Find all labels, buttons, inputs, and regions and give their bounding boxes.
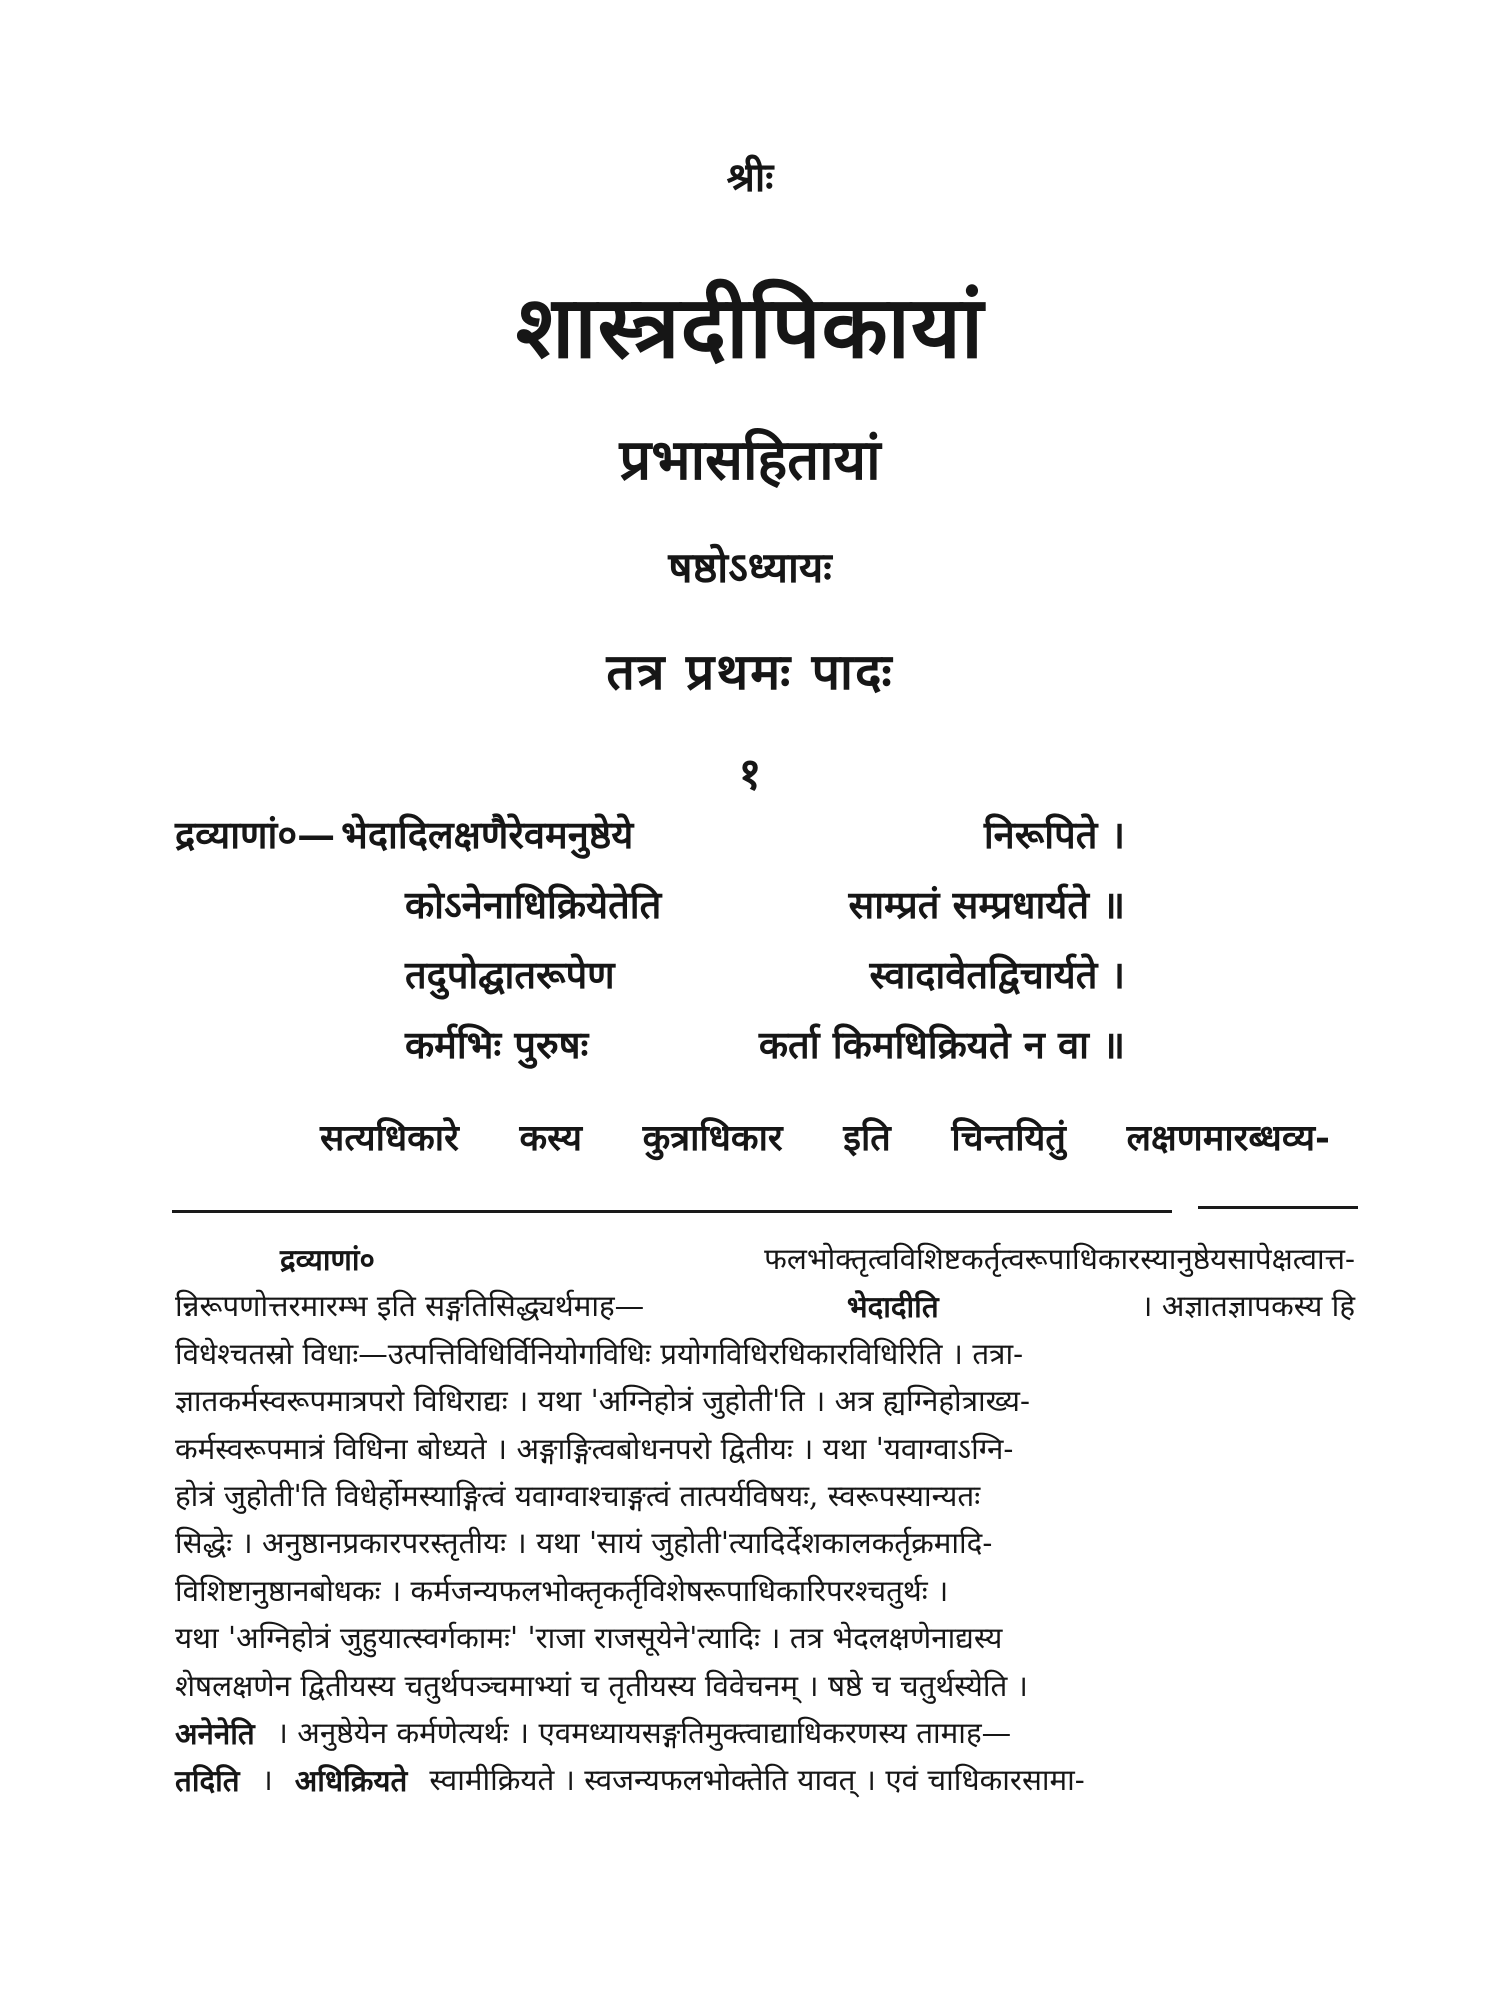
commentary-line [175, 1615, 1355, 1662]
verse-lead: द्रव्याणां०— [175, 812, 336, 857]
book-title: शास्त्रदीपिकायां [515, 277, 985, 378]
commentary-line [175, 1710, 1355, 1757]
commentary-lemma: अनेनेति [175, 1715, 255, 1751]
verse-text: कोऽनेनाधिक्रियेतेति [405, 882, 662, 927]
commentary-text: सिद्धेः । अनुष्ठानप्रकारपरस्तृतीयः । यथा 'सायं जुहोती'त्यादिर्देशकालकर्तृक्रमादि- [175, 1526, 993, 1561]
verse-line [175, 800, 1125, 870]
intro-line [320, 1112, 1330, 1161]
commentary-lemma: तदिति [175, 1763, 240, 1799]
commentary-line [175, 1283, 1355, 1330]
divider-rule [1198, 1206, 1358, 1209]
chapter-heading: षष्ठोऽध्यायः [668, 543, 832, 592]
commentary-line [175, 1331, 1355, 1378]
verse-text: स्वादावेतद्विचार्यते । [869, 952, 1125, 997]
verse-line [175, 870, 1125, 940]
commentary-line [175, 1426, 1355, 1473]
intro-word: चिन्तयितुं [951, 1117, 1066, 1159]
verse-number: १ [738, 749, 762, 800]
commentary-lemma: अधिक्रियते [294, 1763, 408, 1799]
commentary-text: । अनुष्ठेयेन कर्मणेत्यर्थः । एवमध्यायसङ्गतिमुक्त्वाद्याधिकरणस्य तामाह— [276, 1715, 1012, 1750]
verse-text: कर्मभिः पुरुषः [405, 1022, 589, 1067]
verse-text: कर्ता किमधिक्रियते न वा ॥ [758, 1022, 1125, 1067]
commentary-line [175, 1236, 1355, 1283]
intro-word: सत्यधिकारे [320, 1117, 459, 1159]
commentary-block [175, 1236, 1355, 1805]
verse-text: तदुपोद्घातरूपेण [405, 952, 615, 997]
intro-word: लक्षणमारब्धव्य- [1126, 1117, 1330, 1159]
commentary-line [175, 1473, 1355, 1520]
commentary-lemma: द्रव्याणां० [280, 1242, 375, 1277]
commentary-text: । अज्ञातज्ञापकस्य हि [1141, 1289, 1355, 1324]
verse-line [175, 940, 1125, 1010]
divider-rule [172, 1210, 1172, 1213]
commentary-line [175, 1520, 1355, 1567]
commentary-text: विधेश्चतस्रो विधाः—उत्पत्तिविधिर्विनियोगविधिः प्रयोगविधिरधिकारविधिरिति । तत्रा- [175, 1336, 1024, 1371]
intro-word: कुत्राधिकार [642, 1117, 783, 1159]
commentary-text: न्निरूपणोत्तरमारम्भ इति सङ्गतिसिद्ध्यर्थमाह— [175, 1289, 645, 1324]
commentary-line [175, 1378, 1355, 1425]
section-heading: तत्र प्रथमः पादः [606, 642, 894, 701]
commentary-text: स्वामीक्रियते । स्वजन्यफलभोक्तेति यावत् । एवं चाधिकारसामा- [429, 1763, 1085, 1798]
commentary-line [175, 1663, 1355, 1710]
commentary-text: यथा 'अग्निहोत्रं जुहुयात्स्वर्गकामः' 'राजा राजसूयेने'त्यादिः । तत्र भेदलक्षणेनाद्यस्य [175, 1621, 1003, 1656]
commentary-line [175, 1757, 1355, 1804]
commentary-text: फलभोक्तृत्वविशिष्टकर्तृत्वरूपाधिकारस्यानुष्ठेयसापेक्षत्वात्त- [764, 1242, 1355, 1276]
invocation: श्रीः [726, 154, 774, 201]
intro-word: इति [843, 1117, 891, 1159]
verse-text: निरूपिते । [983, 812, 1125, 857]
verse-text: साम्प्रतं सम्प्रधार्यते ॥ [848, 882, 1125, 927]
commentary-text: । [261, 1763, 273, 1798]
book-subtitle: प्रभासहितायां [619, 427, 881, 493]
commentary-text: विशिष्टानुष्ठानबोधकः । कर्मजन्यफलभोक्तृकर्तृविशेषरूपाधिकारिपरश्चतुर्थः । [175, 1573, 949, 1608]
verse-line [175, 1010, 1125, 1080]
verse-block [175, 800, 1125, 1080]
commentary-text: शेषलक्षणेन द्वितीयस्य चतुर्थपञ्चमाभ्यां च तृतीयस्य विवेचनम् । षष्ठे च चतुर्थस्येति । [175, 1668, 1028, 1703]
commentary-lemma: भेदादीति [846, 1289, 939, 1325]
verse-text: भेदादिलक्षणैरेवमनुष्ठेये [341, 812, 634, 857]
commentary-line [175, 1568, 1355, 1615]
commentary-text: कर्मस्वरूपमात्रं विधिना बोध्यते । अङ्गाङ्गित्वबोधनपरो द्वितीयः । यथा 'यवाग्वाऽग्नि- [175, 1431, 1014, 1466]
commentary-text: ज्ञातकर्मस्वरूपमात्रपरो विधिराद्यः । यथा 'अग्निहोत्रं जुहोती'ति । अत्र ह्यग्निहोत्राख्य- [175, 1384, 1030, 1419]
intro-word: कस्य [519, 1117, 582, 1159]
commentary-text: होत्रं जुहोती'ति विधेर्होमस्याङ्गित्वं यवाग्वाश्चाङ्गत्वं तात्पर्यविषयः, स्वरूपस्यान्यतः [175, 1478, 981, 1513]
